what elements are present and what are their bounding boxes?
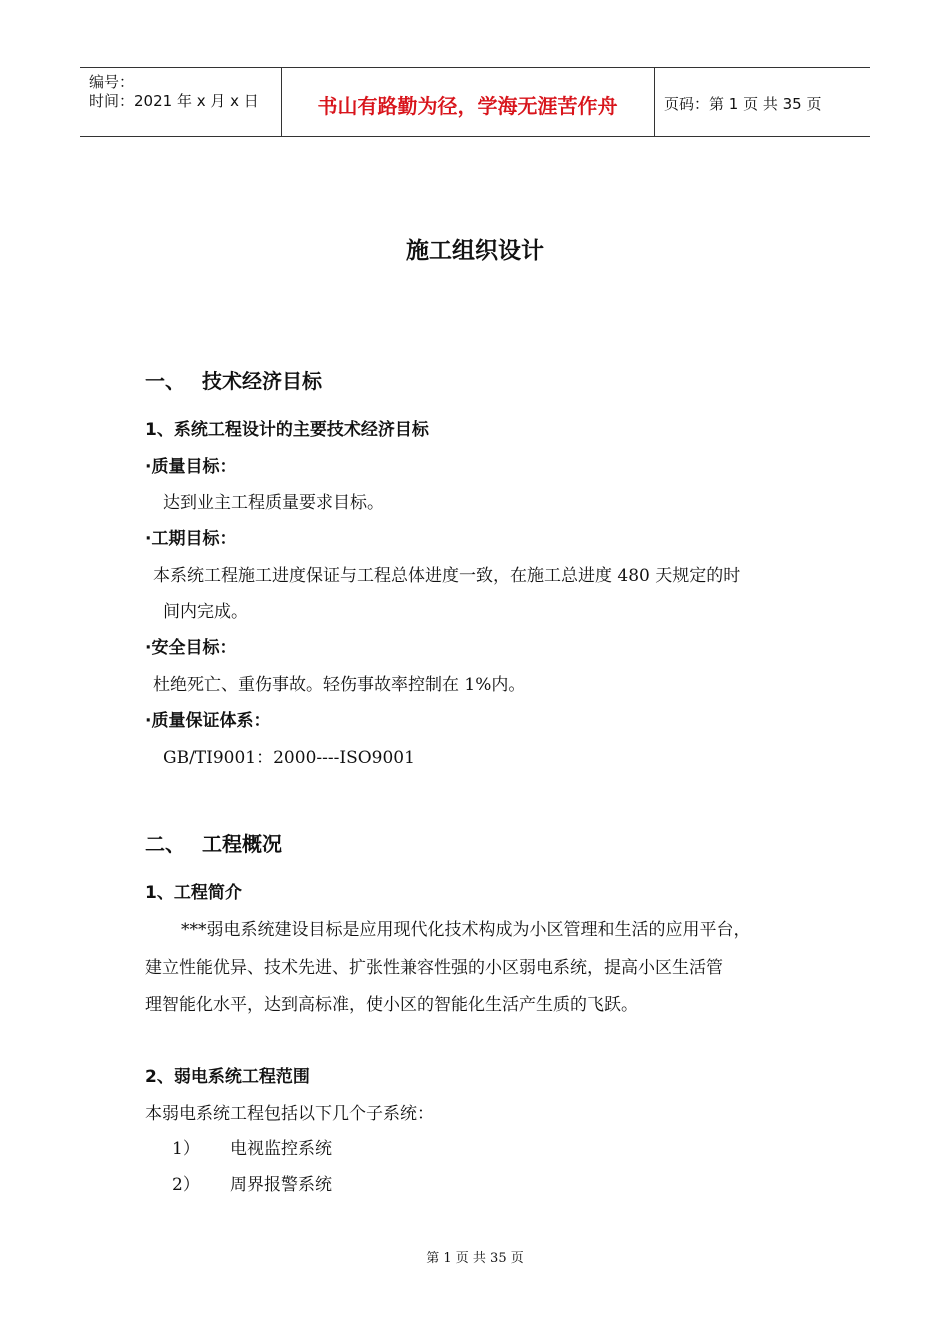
section1-number: 一、 [145, 369, 185, 393]
date-line: 时间：2021 年 x 月 x 日 [89, 92, 259, 110]
page-footer: 第 1 页 共 35 页 [426, 1251, 524, 1266]
quality-goal-text: 达到业主工程质量要求目标。 [163, 493, 384, 513]
scope-intro: 本弱电系统工程包括以下几个子系统： [145, 1104, 434, 1124]
schedule-goal-text-2: 间内完成。 [163, 602, 248, 622]
schedule-goal-text-1: 本系统工程施工进度保证与工程总体进度一致，在施工总进度 480 天规定的时 [153, 566, 741, 586]
list-item-number: 1） [172, 1139, 200, 1159]
project-intro-line-2: 建立性能优异、技术先进、扩张性兼容性强的小区弱电系统，提高小区生活管 [145, 958, 723, 978]
project-intro-heading: 1、工程简介 [145, 883, 242, 903]
safety-goal-label: ·安全目标： [145, 638, 237, 658]
number-label: 编号： [89, 73, 135, 91]
page-info: 页码：第 1 页 共 35 页 [664, 95, 822, 113]
list-item-label: 电视监控系统 [230, 1139, 332, 1159]
quality-goal-label: ·质量目标： [145, 457, 237, 477]
list-item-label: 周界报警系统 [230, 1175, 332, 1195]
header-motto-cell [281, 68, 655, 136]
project-intro-line-1: ***弱电系统建设目标是应用现代化技术构成为小区管理和生活的应用平台， [181, 920, 751, 940]
list-item-number: 2） [172, 1175, 200, 1195]
page-title: 施工组织设计 [406, 238, 544, 264]
schedule-goal-label: ·工期目标： [145, 529, 237, 549]
header-table [80, 67, 870, 137]
project-intro-line-3: 理智能化水平，达到高标准，使小区的智能化生活产生质的飞跃。 [145, 995, 638, 1015]
motto: 书山有路勤为径，学海无涯苦作舟 [317, 94, 618, 118]
section1-title: 技术经济目标 [202, 369, 322, 393]
section1-subheading: 1、系统工程设计的主要技术经济目标 [145, 420, 429, 440]
qa-system-label: ·质量保证体系： [145, 711, 271, 731]
qa-system-text: GB/TI9001：2000----ISO9001 [163, 748, 415, 768]
header-page-cell [655, 68, 870, 136]
safety-goal-text: 杜绝死亡、重伤事故。轻伤事故率控制在 1%内。 [153, 675, 526, 695]
section2-title: 工程概况 [202, 832, 282, 856]
header-info-cell [80, 68, 282, 136]
section2-number: 二、 [145, 832, 185, 856]
scope-heading: 2、弱电系统工程范围 [145, 1067, 310, 1087]
